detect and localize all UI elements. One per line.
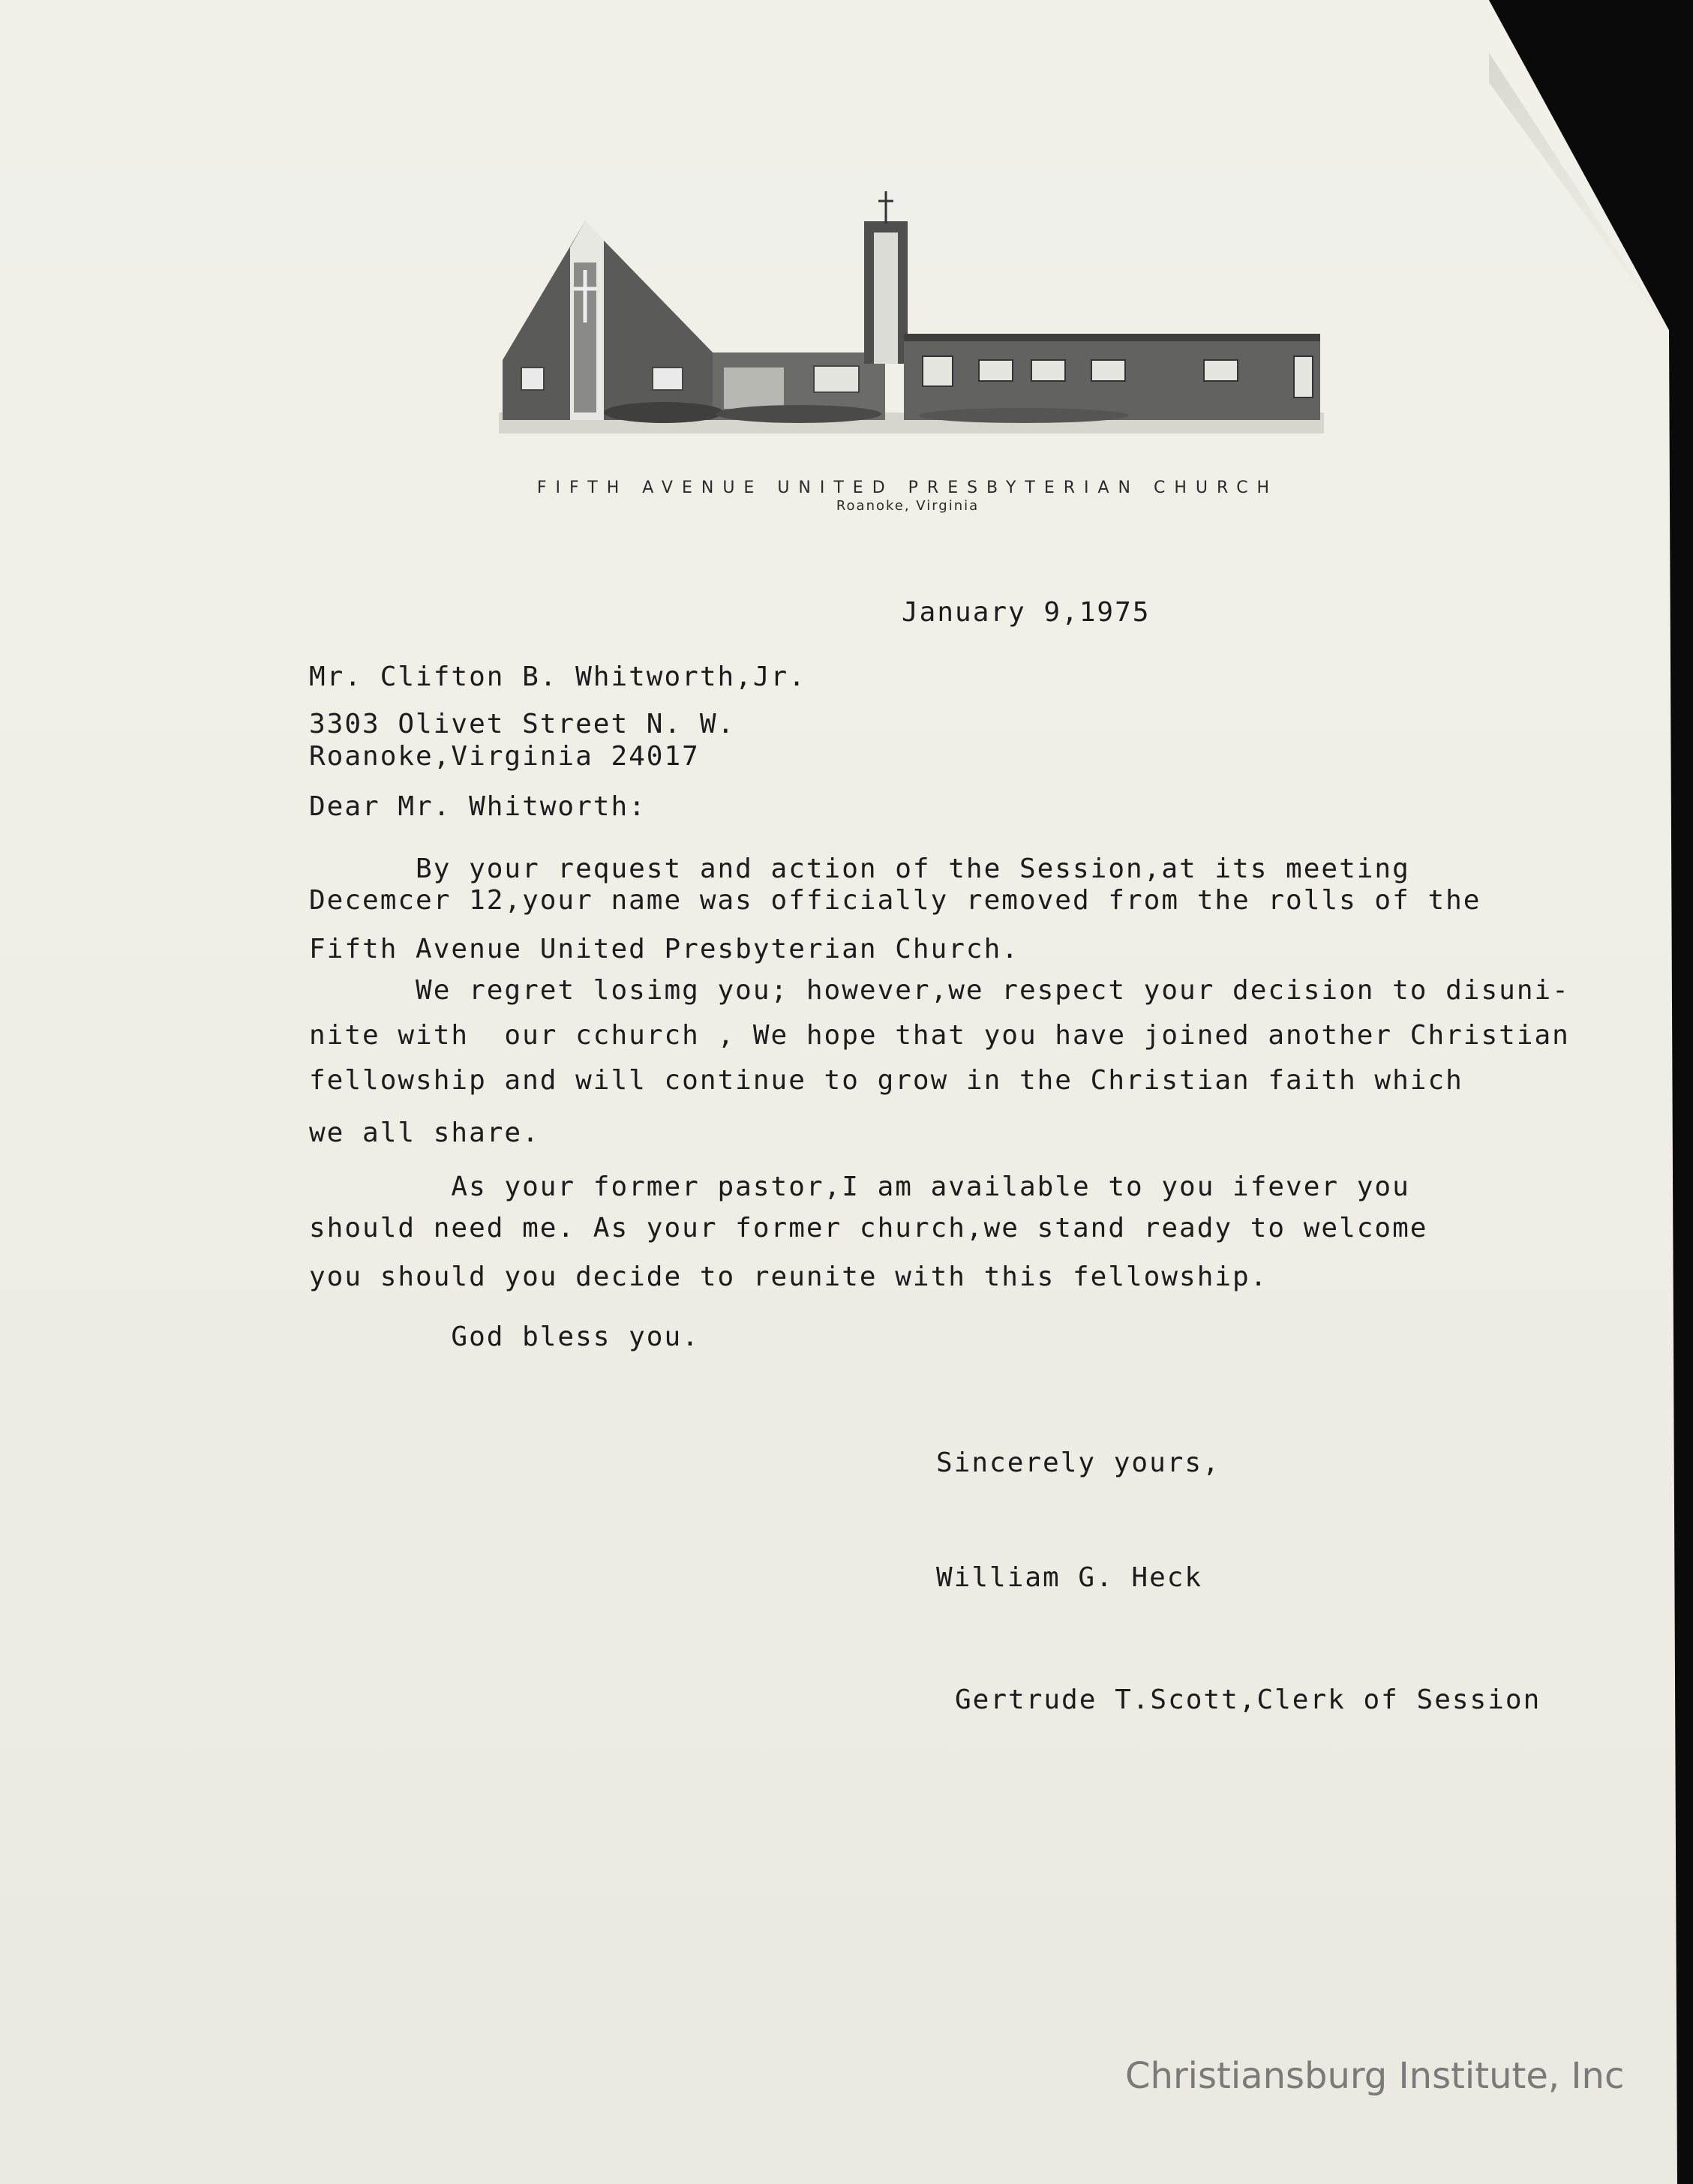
church-building-illustration (499, 188, 1324, 450)
signer-pastor: William G. Heck (936, 1562, 1203, 1593)
body-line: fellowship and will continue to grow in the Christian faith which (309, 1065, 1463, 1096)
church-name: FIFTH AVENUE UNITED PRESBYTERIAN CHURCH (536, 478, 1279, 497)
body-line: nite with our cchurch , We hope that you have joined another Christian (309, 1020, 1570, 1051)
church-location: Roanoke, Virginia (836, 498, 980, 514)
salutation: Dear Mr. Whitworth: (309, 791, 647, 822)
body-line: we all share. (309, 1118, 540, 1148)
body-line: God bless you. (309, 1322, 700, 1352)
recipient-name: Mr. Clifton B. Whitworth,Jr. (309, 662, 806, 692)
body-line: you should you decide to reunite with this fellowship. (309, 1262, 1268, 1292)
body-line: We regret losimg you; however,we respect your decision to disuni- (309, 975, 1570, 1006)
body-line: Fifth Avenue United Presbyterian Church. (309, 934, 1019, 964)
body-line: By your request and action of the Session,at its meeting (309, 854, 1410, 884)
signer-clerk: Gertrude T.Scott,Clerk of Session (955, 1684, 1541, 1715)
archive-watermark: Christiansburg Institute, Inc (1125, 2055, 1625, 2097)
closing: Sincerely yours, (936, 1448, 1220, 1478)
body-line: As your former pastor,I am available to you ifever you (309, 1172, 1410, 1202)
letter-date: January 9,1975 (902, 597, 1151, 628)
body-line: should need me. As your former church,we stand ready to welcome (309, 1213, 1428, 1244)
address-line-1: 3303 Olivet Street N. W. (309, 709, 736, 740)
address-line-2: Roanoke,Virginia 24017 (309, 741, 700, 772)
body-line: Decemcer 12,your name was officially removed from the rolls of the (309, 885, 1481, 916)
